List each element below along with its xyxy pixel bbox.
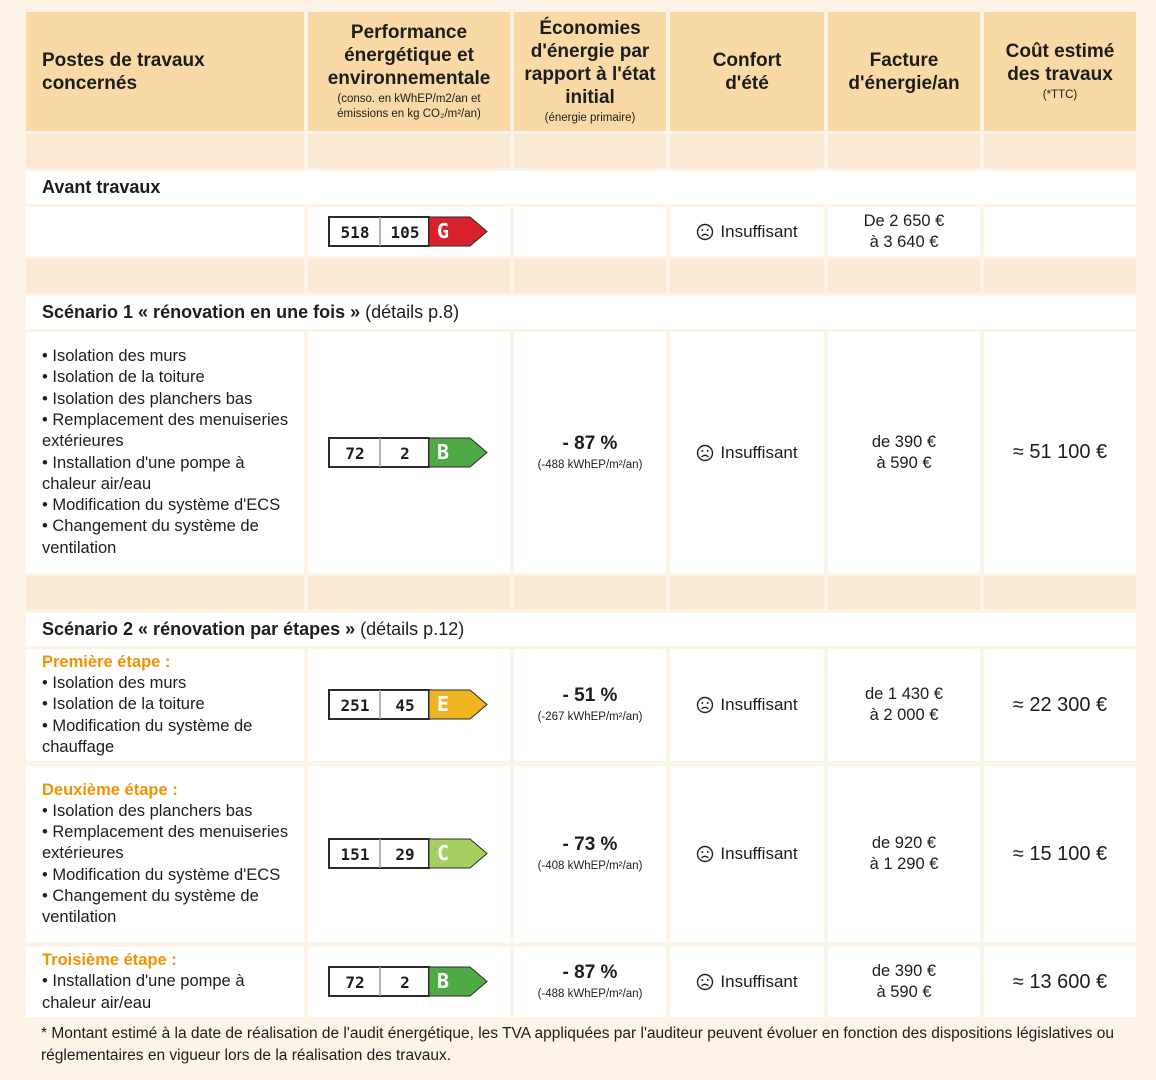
label-class-letter: C: [436, 841, 450, 865]
header-performance: [308, 12, 510, 131]
step-2-performance: [308, 766, 510, 942]
step-3-works: [26, 947, 304, 1017]
step-1-savings: [514, 649, 666, 761]
works-item: • Isolation des murs: [42, 673, 294, 694]
before-bill: [828, 207, 980, 256]
energy-label: [328, 837, 490, 871]
before-cost: [984, 207, 1136, 256]
step-3-performance: [308, 947, 510, 1017]
label-class-letter: B: [436, 969, 450, 993]
scenario-1-works: [26, 332, 304, 573]
spacer-band: [26, 134, 304, 168]
spacer-band: [828, 576, 980, 610]
step-2-comfort: [670, 766, 824, 942]
step-3-bill: [828, 947, 980, 1017]
saving-detail: (-267 kWhEP/m²/an): [537, 711, 643, 723]
label-consumption: 72: [345, 443, 365, 463]
header-performance-sub: (conso. en kWhEP/m2/an et émissions en kg CO₂/m²/an): [337, 93, 481, 120]
spacer-band: [514, 134, 666, 168]
comfort-value: Insuffisant: [720, 844, 798, 863]
label-class-letter: G: [436, 218, 450, 243]
energy-label: [328, 436, 490, 470]
sad-face-icon: [696, 696, 714, 714]
label-emissions: 2: [400, 443, 410, 463]
step-2-works: [26, 766, 304, 942]
saving-percent: - 87 %: [562, 432, 618, 454]
works-list: [42, 346, 294, 559]
saving-detail: (-488 kWhEP/m²/an): [537, 988, 643, 1000]
spacer-band: [308, 576, 510, 610]
scenario-1-comfort: [670, 332, 824, 573]
step-title: Troisième étape :: [42, 951, 177, 970]
works-list: [42, 801, 294, 929]
scenario-1-bill: [828, 332, 980, 573]
bill-line1: De 2 650 €: [863, 211, 945, 230]
before-performance: [308, 207, 510, 256]
spacer-band: [828, 259, 980, 293]
spacer-band: [308, 134, 510, 168]
works-item: • Modification du système d'ECS: [42, 865, 294, 886]
step-2-cost: [984, 766, 1136, 942]
scenario-1-details: (détails p.8): [365, 302, 460, 322]
header-savings-sub: (énergie primaire): [544, 112, 636, 124]
works-item: • Remplacement des menuiseries extérieures: [42, 410, 294, 453]
step-1-performance: [308, 649, 510, 761]
scenario-1-savings: [514, 332, 666, 573]
spacer-band: [670, 259, 824, 293]
footnote: * Montant estimé à la date de réalisation de l'audit énergétique, les TVA appliquées par l'auditeur peuvent évoluer en fonction des dispositions législatives ou réglementaires en vigueur lors de la réalisation des travaux.: [41, 1025, 1114, 1064]
energy-label: [328, 688, 490, 722]
energy-label: [328, 215, 490, 249]
bill-line2: à 590 €: [876, 983, 932, 1001]
spacer-band: [26, 259, 304, 293]
spacer-band: [670, 134, 824, 168]
works-item: • Isolation de la toiture: [42, 367, 294, 388]
scenario-1-cost: [984, 332, 1136, 573]
scenario-2-title: Scénario 2 « rénovation par étapes »: [42, 619, 356, 639]
section-scenario-2: [26, 613, 1136, 646]
step-title: Première étape :: [42, 652, 171, 671]
spacer-band: [514, 259, 666, 293]
header-comfort-label: Confort d'été: [712, 49, 782, 94]
energy-label: [328, 965, 490, 999]
label-consumption: 518: [340, 222, 370, 242]
label-class-letter: E: [436, 692, 450, 716]
header-savings: [514, 12, 666, 131]
step-1-comfort: [670, 649, 824, 761]
spacer-band: [984, 576, 1136, 610]
works-item: • Modification du système d'ECS: [42, 495, 294, 516]
step-1-cost: [984, 649, 1136, 761]
saving-percent: - 51 %: [562, 685, 618, 706]
saving-percent: - 87 %: [562, 962, 618, 983]
header-cost-label: Coût estimé des travaux: [1005, 41, 1115, 85]
before-comfort: [670, 207, 824, 256]
spacer-band: [26, 576, 304, 610]
cost-value: ≈ 22 300 €: [1012, 693, 1108, 716]
section-before-title: Avant travaux: [42, 177, 161, 197]
bill-line2: à 1 290 €: [869, 855, 939, 873]
sad-face-icon: [696, 223, 714, 241]
bill-line1: de 1 430 €: [865, 685, 943, 703]
bill-line1: de 390 €: [871, 962, 937, 980]
header-bill: [828, 12, 980, 131]
works-item: • Installation d'une pompe à chaleur air/eau: [42, 453, 294, 496]
step-2-bill: [828, 766, 980, 942]
label-frame: [329, 967, 429, 996]
saving-percent: - 73 %: [562, 834, 618, 855]
works-item: • Isolation des planchers bas: [42, 801, 294, 822]
label-frame: [329, 438, 429, 467]
spacer-band: [984, 259, 1136, 293]
saving-detail: (-408 kWhEP/m²/an): [537, 860, 643, 872]
section-before: [26, 171, 1136, 204]
bill-line2: à 3 640 €: [869, 232, 939, 251]
sad-face-icon: [696, 444, 714, 462]
label-consumption: 72: [345, 973, 365, 992]
label-emissions: 45: [395, 696, 415, 715]
works-item: • Isolation des murs: [42, 346, 294, 367]
label-emissions: 29: [395, 845, 415, 864]
step-3-cost: [984, 947, 1136, 1017]
works-item: • Changement du système de ventilation: [42, 516, 294, 559]
works-item: • Isolation de la toiture: [42, 694, 294, 715]
header-performance-label: Performance énergétique et environnementale: [327, 22, 491, 89]
scenario-1-title: Scénario 1 « rénovation en une fois »: [42, 302, 361, 322]
before-works: [26, 207, 304, 256]
step-title: Deuxième étape :: [42, 780, 178, 799]
spacer-band: [514, 576, 666, 610]
cost-value: ≈ 51 100 €: [1012, 441, 1108, 463]
works-item: • Isolation des planchers bas: [42, 389, 294, 410]
step-1-bill: [828, 649, 980, 761]
sad-face-icon: [696, 845, 714, 863]
header-cost: [984, 12, 1136, 131]
header-works-label: Postes de travaux concernés: [42, 49, 205, 94]
comfort-value: Insuffisant: [720, 442, 798, 462]
label-emissions: 105: [390, 222, 420, 242]
works-list: [42, 971, 294, 1014]
step-1-works: [26, 649, 304, 761]
comfort-value: Insuffisant: [720, 221, 798, 241]
step-3-comfort: [670, 947, 824, 1017]
bill-line1: de 920 €: [871, 834, 937, 852]
scenario-2-details: (détails p.12): [360, 619, 465, 639]
bill-line2: à 590 €: [876, 453, 932, 472]
works-item: • Installation d'une pompe à chaleur air/eau: [42, 971, 294, 1014]
step-3-savings: [514, 947, 666, 1017]
header-comfort: [670, 12, 824, 131]
works-item: • Changement du système de ventilation: [42, 886, 294, 929]
spacer-band: [984, 134, 1136, 168]
works-item: • Modification du système de chauffage: [42, 716, 294, 759]
header-bill-label: Facture d'énergie/an: [848, 49, 960, 94]
works-list: [42, 673, 294, 758]
saving-detail: (-488 kWhEP/m²/an): [537, 458, 643, 471]
bill-line2: à 2 000 €: [869, 706, 939, 724]
spacer-band: [828, 134, 980, 168]
cost-value: ≈ 15 100 €: [1012, 842, 1108, 865]
label-consumption: 251: [340, 696, 370, 715]
section-scenario-1: [26, 296, 1136, 329]
header-savings-label: Économies d'énergie par rapport à l'état initial: [524, 18, 656, 108]
bill-line1: de 390 €: [871, 432, 937, 451]
label-emissions: 2: [400, 973, 410, 992]
works-item: • Remplacement des menuiseries extérieures: [42, 822, 294, 865]
spacer-band: [308, 259, 510, 293]
header-works: [26, 12, 304, 131]
sad-face-icon: [696, 973, 714, 991]
cost-value: ≈ 13 600 €: [1012, 970, 1108, 993]
comfort-value: Insuffisant: [720, 972, 798, 991]
header-cost-sub: (*TTC): [1042, 89, 1078, 101]
before-savings: [514, 207, 666, 256]
spacer-band: [670, 576, 824, 610]
comfort-value: Insuffisant: [720, 695, 798, 714]
label-class-letter: B: [436, 439, 450, 464]
scenario-1-performance: [308, 332, 510, 573]
step-2-savings: [514, 766, 666, 942]
label-consumption: 151: [340, 845, 370, 864]
